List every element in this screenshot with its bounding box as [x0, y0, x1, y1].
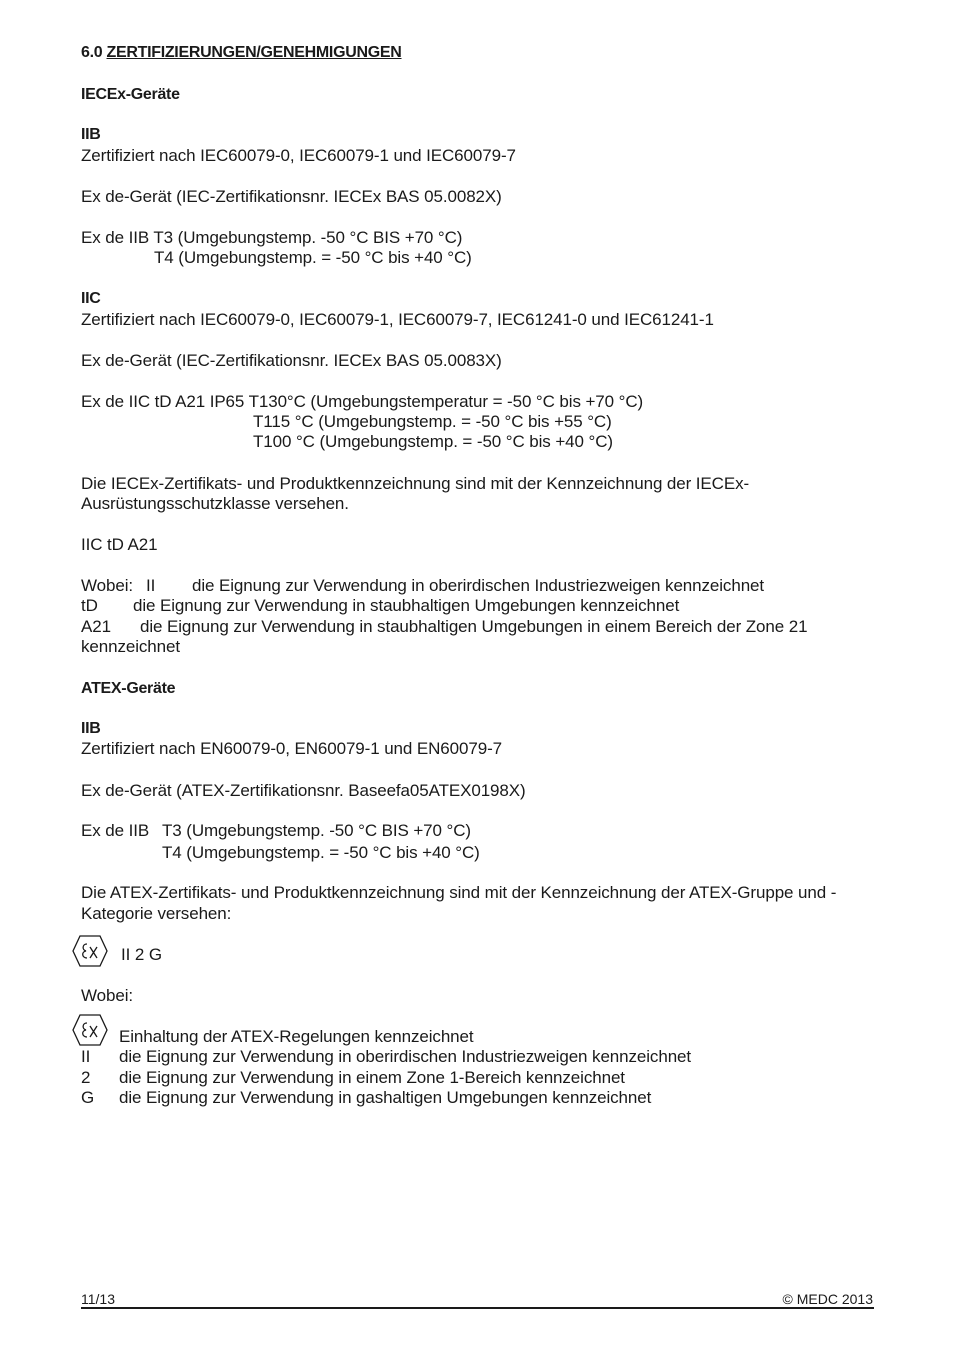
iecex-wobei-a21-text: die Eignung zur Verwendung in staubhaltigen Umgebungen in einem Bereich der Zone 21	[140, 617, 808, 636]
atex-wobei-label: Wobei:	[81, 986, 134, 1005]
iecex-note-2: Ausrüstungsschutzklasse versehen.	[81, 494, 349, 513]
ex-hexagon-svg	[71, 1013, 109, 1047]
iecex-wobei-ii-code: II	[146, 576, 156, 595]
atex-legend-text: die Eignung zur Verwendung in gashaltigen Umgebungen kennzeichnet	[119, 1088, 652, 1107]
iecex-wobei-td-code: tD	[81, 596, 98, 615]
iecex-iib-device: Ex de-Gerät (IEC-Zertifikationsnr. IECEx BAS 05.0082X)	[81, 187, 502, 206]
iecex-iic-heading: IIC	[81, 290, 101, 307]
ex-hexagon-icon	[71, 1013, 109, 1047]
footer-copyright: © MEDC 2013	[782, 1291, 873, 1307]
iecex-wobei-label: Wobei:	[81, 576, 134, 595]
footer-divider	[81, 1307, 874, 1309]
ex-hexagon-icon	[71, 934, 109, 968]
iecex-iic-marking-1: Ex de IIC tD A21 IP65 T130°C (Umgebungstemperatur = -50 °C bis +70 °C)	[81, 392, 644, 411]
atex-note-1: Die ATEX-Zertifikats- und Produktkennzeichnung sind mit der Kennzeichnung der ATEX-Gruppe und -	[81, 883, 837, 902]
iecex-wobei-td-text: die Eignung zur Verwendung in staubhaltigen Umgebungen kennzeichnet	[133, 596, 680, 615]
iecex-iib-marking-2: T4 (Umgebungstemp. = -50 °C bis +40 °C)	[154, 248, 472, 267]
atex-iib-marking-2: T4 (Umgebungstemp. = -50 °C bis +40 °C)	[162, 843, 480, 862]
atex-legend-text: die Eignung zur Verwendung in einem Zone 1-Bereich kennzeichnet	[119, 1068, 625, 1087]
iecex-note-1: Die IECEx-Zertifikats- und Produktkennzeichnung sind mit der Kennzeichnung der IECEx-	[81, 474, 750, 493]
atex-heading: ATEX-Geräte	[81, 680, 176, 697]
iecex-wobei-ii-text: die Eignung zur Verwendung in oberirdischen Industriezweigen kennzeichnet	[192, 576, 765, 595]
iecex-heading: IECEx-Geräte	[81, 86, 180, 103]
atex-iib-device: Ex de-Gerät (ATEX-Zertifikationsnr. Baseefa05ATEX0198X)	[81, 781, 526, 800]
iecex-iib-certified: Zertifiziert nach IEC60079-0, IEC60079-1 und IEC60079-7	[81, 146, 516, 165]
atex-iib-certified: Zertifiziert nach EN60079-0, EN60079-1 und EN60079-7	[81, 739, 502, 758]
iecex-wobei-a21-cont: kennzeichnet	[81, 637, 180, 656]
iecex-iic-certified: Zertifiziert nach IEC60079-0, IEC60079-1, IEC60079-7, IEC61241-0 und IEC61241-1	[81, 310, 714, 329]
atex-note-2: Kategorie versehen:	[81, 904, 232, 923]
atex-legend-code: G	[81, 1088, 95, 1107]
footer-page-number: 11/13	[81, 1291, 115, 1307]
atex-legend-code: 2	[81, 1068, 91, 1087]
iecex-iic-marking-3: T100 °C (Umgebungstemp. = -50 °C bis +40 °C)	[253, 432, 613, 451]
iecex-class-code: IIC tD A21	[81, 535, 158, 554]
iecex-iic-device: Ex de-Gerät (IEC-Zertifikationsnr. IECEx BAS 05.0083X)	[81, 351, 502, 370]
atex-iib-marking-1: T3 (Umgebungstemp. -50 °C BIS +70 °C)	[162, 821, 471, 840]
atex-iib-heading: IIB	[81, 720, 101, 737]
section-number: 6.0	[81, 44, 103, 61]
iecex-iic-marking-2: T115 °C (Umgebungstemp. = -50 °C bis +55 °C)	[253, 412, 612, 431]
atex-legend-text: Einhaltung der ATEX-Regelungen kennzeichnet	[119, 1027, 474, 1046]
ex-hexagon-svg	[71, 934, 109, 968]
iecex-wobei-a21-code: A21	[81, 617, 111, 636]
atex-iib-marking-prefix: Ex de IIB	[81, 821, 150, 840]
atex-legend-text: die Eignung zur Verwendung in oberirdischen Industriezweigen kennzeichnet	[119, 1047, 692, 1066]
iecex-iib-heading: IIB	[81, 126, 101, 143]
atex-category: II 2 G	[121, 945, 162, 964]
section-heading	[81, 43, 402, 63]
iecex-iib-marking-1: Ex de IIB T3 (Umgebungstemp. -50 °C BIS +70 °C)	[81, 228, 463, 247]
section-title: ZERTIFIZIERUNGEN/GENEHMIGUNGEN	[106, 44, 402, 61]
atex-legend-code: II	[81, 1047, 91, 1066]
